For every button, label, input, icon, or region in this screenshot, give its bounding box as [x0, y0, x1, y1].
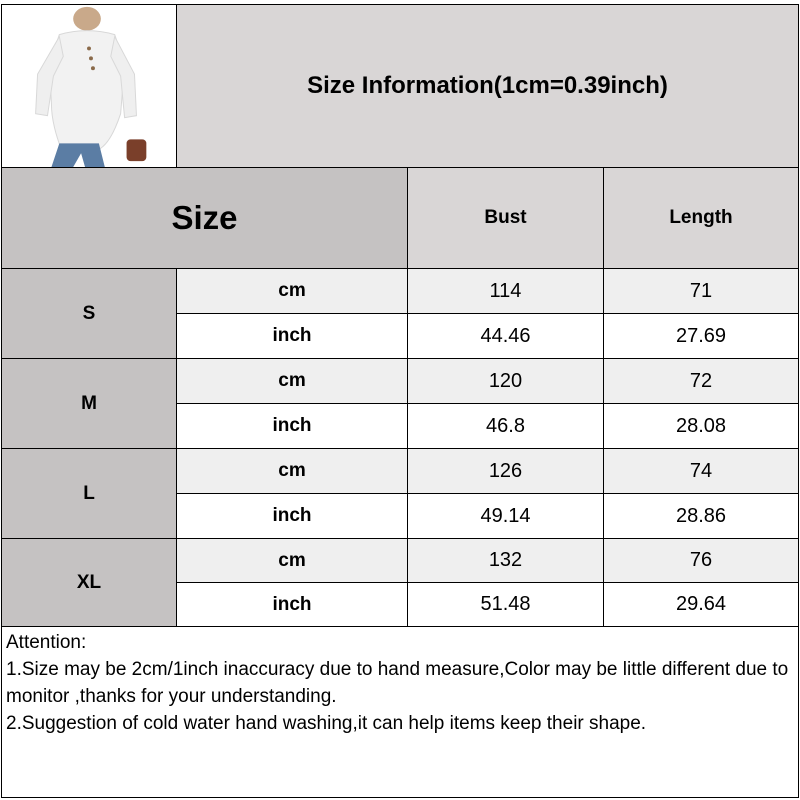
notes-heading: Attention: — [6, 632, 87, 653]
length-cm-l: 74 — [603, 448, 799, 494]
bust-inch-l: 49.14 — [407, 493, 604, 539]
bust-column-header: Bust — [407, 167, 604, 269]
length-inch-xl: 29.64 — [603, 582, 799, 627]
bust-cm-l: 126 — [407, 448, 604, 494]
size-label-xl: XL — [1, 538, 177, 627]
bust-cm-xl: 132 — [407, 538, 604, 583]
length-inch-s: 27.69 — [603, 313, 799, 359]
length-column-header: Length — [603, 167, 799, 269]
unit-inch: inch — [176, 493, 408, 539]
size-column-header: Size — [1, 167, 408, 269]
length-cm-m: 72 — [603, 358, 799, 404]
unit-inch: inch — [176, 582, 408, 627]
size-label-s: S — [1, 268, 177, 359]
bust-inch-xl: 51.48 — [407, 582, 604, 627]
length-inch-m: 28.08 — [603, 403, 799, 449]
attention-notes — [1, 626, 799, 798]
notes-line-1: 1.Size may be 2cm/1inch inaccuracy due to hand measure,Color may be little different due to monitor ,thanks for your understanding. — [6, 659, 789, 707]
length-inch-l: 28.86 — [603, 493, 799, 539]
unit-cm: cm — [176, 358, 408, 404]
unit-cm: cm — [176, 448, 408, 494]
length-cm-xl: 76 — [603, 538, 799, 583]
product-photo — [1, 4, 177, 168]
bust-inch-m: 46.8 — [407, 403, 604, 449]
bust-cm-m: 120 — [407, 358, 604, 404]
size-label-l: L — [1, 448, 177, 539]
bust-inch-s: 44.46 — [407, 313, 604, 359]
model-figure-icon — [2, 4, 176, 168]
length-cm-s: 71 — [603, 268, 799, 314]
notes-line-2: 2.Suggestion of cold water hand washing,it can help items keep their shape. — [6, 713, 647, 734]
unit-cm: cm — [176, 268, 408, 314]
size-label-m: M — [1, 358, 177, 449]
unit-inch: inch — [176, 313, 408, 359]
bust-cm-s: 114 — [407, 268, 604, 314]
page-title: Size Information(1cm=0.39inch) — [176, 4, 799, 168]
unit-cm: cm — [176, 538, 408, 583]
unit-inch: inch — [176, 403, 408, 449]
